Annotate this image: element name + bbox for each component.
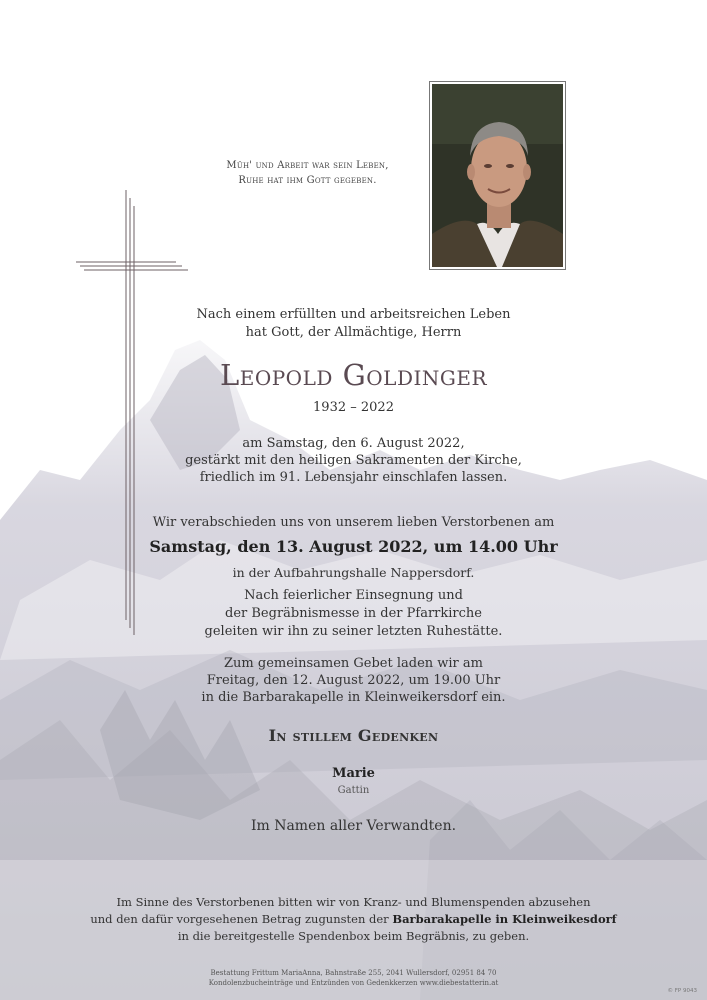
intro-text	[0, 306, 707, 342]
funeral-date-time: Samstag, den 13. August 2022, um 14.00 Uhr	[149, 537, 558, 556]
prayer-line-3: in die Barbarakapelle in Kleinweikersdorf ein.	[201, 690, 506, 705]
donation-line-3: in die bereitgestelle Spendenbox beim Begräbnis, zu geben.	[177, 929, 530, 943]
motto-line-1: Müh' und Arbeit war sein Leben,	[226, 160, 389, 171]
farewell-text: Wir verabschieden uns von unserem lieben Verstorbenen am	[152, 515, 555, 530]
death-notice-line-2: gestärkt mit den heiligen Sakramenten der Kirche,	[185, 453, 522, 468]
donation-beneficiary: Barbarakapelle in Kleinweikesdorf	[392, 912, 617, 926]
donation-line-2	[0, 911, 707, 928]
template-code: © FP 9043	[667, 988, 697, 994]
footer-line-1: Bestattung Frittum MariaAnna, Bahnstraße 255, 2041 Wullersdorf, 02951 84 70	[210, 969, 497, 977]
donation-request	[0, 894, 707, 945]
mass-line-1: Nach feierlicher Einsegnung und	[244, 588, 463, 603]
mourner-name: Marie	[332, 766, 375, 781]
mourner-relation: Gattin	[337, 785, 370, 796]
funeral-location: in der Aufbahrungshalle Nappersdorf.	[232, 565, 475, 580]
undertaker-footer	[0, 968, 707, 988]
prayer-line-1: Zum gemeinsamen Gebet laden wir am	[224, 656, 483, 671]
donation-line-2-prefix: und den dafür vorgesehenen Betrag zugunsten der	[90, 912, 393, 926]
intro-line-1: Nach einem erfüllten und arbeitsreichen Leben	[196, 307, 511, 322]
prayer-invitation	[0, 655, 707, 706]
relatives-text: Im Namen aller Verwandten.	[250, 818, 457, 834]
memory-heading: In stillem Gedenken	[268, 726, 439, 745]
portrait-photo	[429, 81, 566, 270]
mass-line-2: der Begräbnismesse in der Pfarrkirche	[225, 606, 482, 621]
motto	[200, 158, 415, 188]
motto-line-2: Ruhe hat ihm Gott gegeben.	[238, 175, 377, 186]
death-notice	[0, 435, 707, 486]
intro-line-2: hat Gott, der Allmächtige, Herrn	[245, 325, 462, 340]
life-years: 1932 – 2022	[313, 400, 394, 415]
deceased-name: Leopold Goldinger	[219, 358, 488, 392]
portrait-image	[432, 84, 563, 267]
death-notice-line-3: friedlich im 91. Lebensjahr einschlafen lassen.	[199, 470, 508, 485]
prayer-line-2: Freitag, den 12. August 2022, um 19.00 Uhr	[206, 673, 501, 688]
mass-line-3: geleiten wir ihn zu seiner letzten Ruhestätte.	[204, 624, 503, 639]
mass-text	[0, 587, 707, 641]
death-notice-line-1: am Samstag, den 6. August 2022,	[242, 436, 465, 451]
footer-line-2: Kondolenzbucheinträge und Entzünden von Gedenkkerzen www.diebestatterin.at	[208, 979, 499, 987]
donation-line-1: Im Sinne des Verstorbenen bitten wir von Kranz- und Blumenspenden abzusehen	[116, 895, 591, 909]
